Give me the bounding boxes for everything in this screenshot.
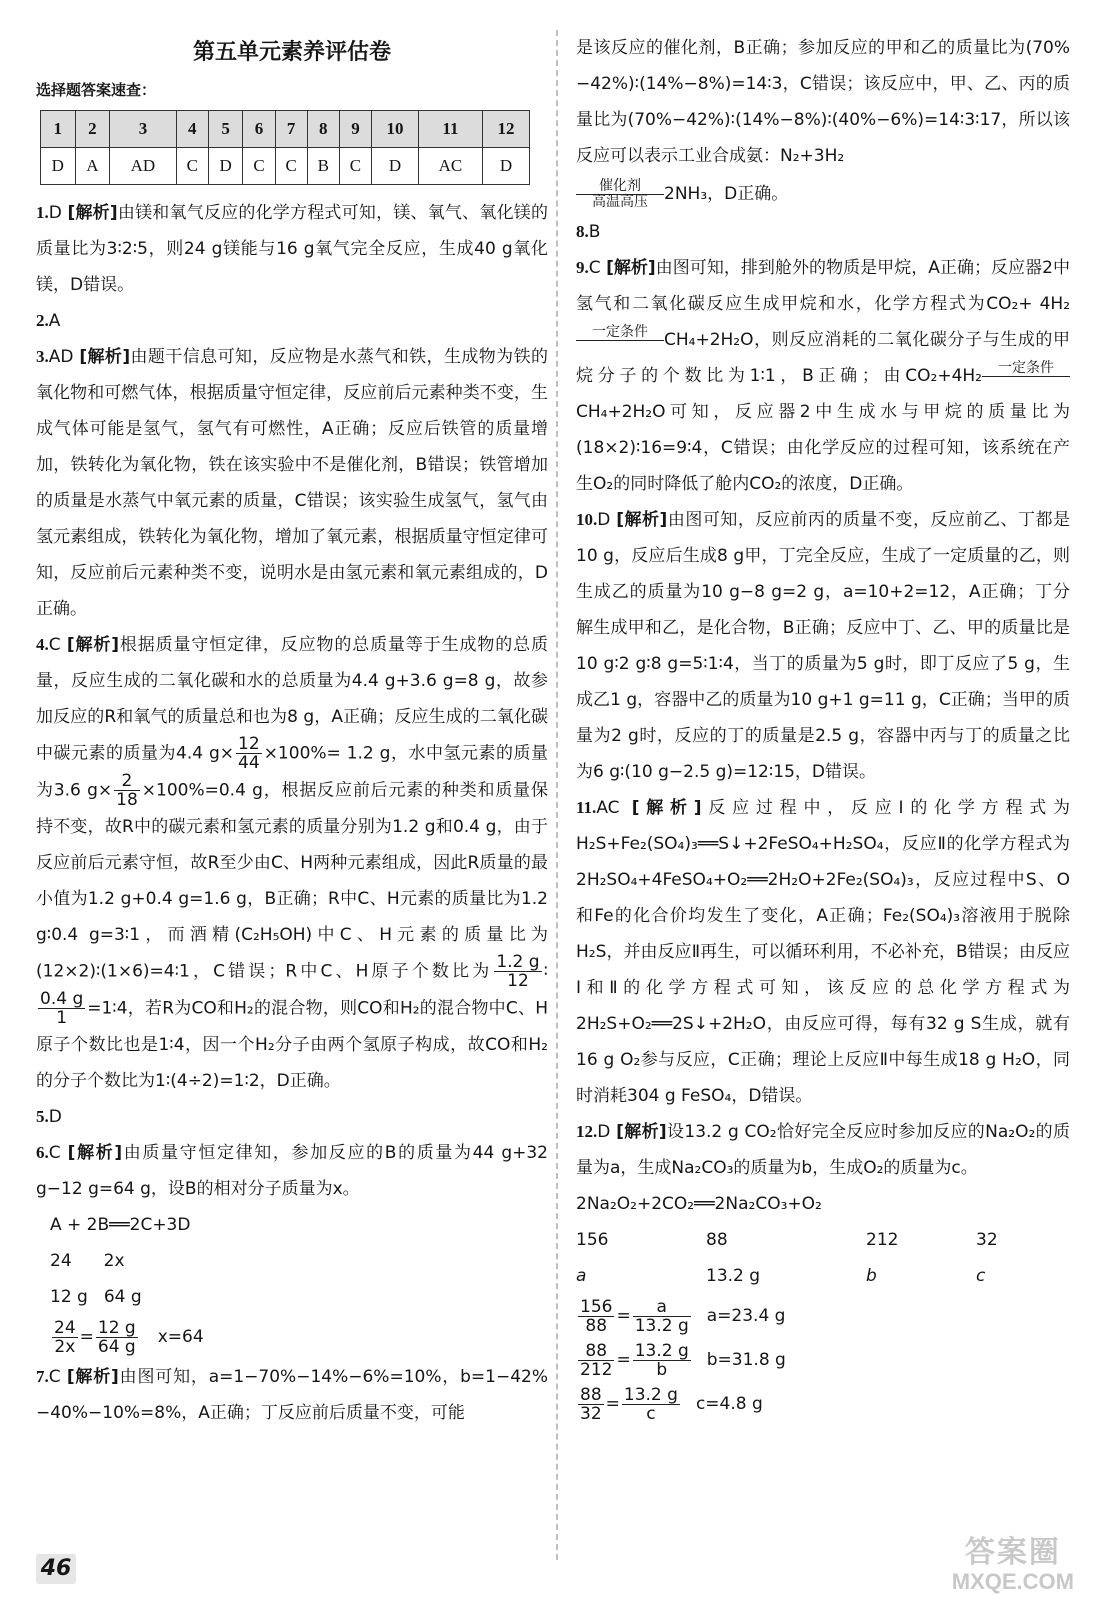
denominator: 64 g <box>97 1336 136 1357</box>
question-8 <box>576 214 1070 250</box>
numerator: 13.2 g <box>634 1340 689 1361</box>
analysis-tag: [解析] <box>616 510 668 530</box>
denominator: 32 <box>580 1403 602 1424</box>
analysis-text: 由图可知，反应前丙的质量不变，反应前乙、丁都是10 g，反应后生成8 g甲，丁完全反应，生成了一定质量的乙，则生成乙的质量为10 g−8 g=2 g，a=10+2=12，A正确；丁分解生成甲和乙，是化合物，B正确；反应中丁、乙、甲的质量比是10 g∶2 g∶8 g=5∶1∶4，当丁的质量为5 g时，即丁反应了5 g，生成乙1 g，容器中乙的质量为10 g+1 g=11 g，C正确；当甲的质量为2 g时，反应的丁的质量是2.5 g，容器中丙与丁的质量之比为6 g∶(10 g−2.5 g)=12∶15，D错误。 <box>576 510 1071 782</box>
page-title: 第五单元素养评估卷 <box>192 39 391 65</box>
answer-table-answer-cell: D <box>483 148 530 185</box>
result: x=64 <box>157 1327 204 1347</box>
relative-mass-value: 32 <box>976 1230 998 1250</box>
answer-table-number-cell: 5 <box>208 111 243 148</box>
answer-table-answer-cell: B <box>307 148 339 185</box>
numerator: 88 <box>580 1384 602 1405</box>
question-number: 7. <box>36 1367 49 1386</box>
denominator: 2x <box>54 1336 76 1357</box>
analysis-text: 1.2 g，水中氢元素的质量为3.6 g× <box>36 743 549 801</box>
result: c=4.8 g <box>695 1394 763 1414</box>
analysis-tag: [解析] <box>67 203 118 223</box>
proportion-line: $\frac{156}{88}$ = $\frac{a}{13.2 g}$ a=23.4 g <box>580 1296 786 1336</box>
question-6 <box>36 1135 548 1207</box>
watermark-url: MXQE.COM <box>951 1569 1074 1594</box>
answer-table-number-cell: 7 <box>275 111 307 148</box>
question-3 <box>36 339 548 627</box>
answer-table-answer-cell: C <box>243 148 275 185</box>
analysis-text: 是该反应的催化剂，B正确；参加反应的甲和乙的质量比为(70%−42%)∶(14%−8%)=14∶3，C错误；该反应中，甲、乙、丙的质量比为(70%−42%)∶(14%−8%)∶(40%−6%)=14∶3∶17，所以该反应可以表示工业合成氨：N₂+3H₂ <box>576 38 1070 166</box>
proportion-line: $\frac{88}{212}$ = $\frac{13.2 g}{b}$ b=31.8 g <box>580 1340 786 1380</box>
fraction <box>633 1342 691 1379</box>
fraction <box>38 990 85 1027</box>
question-7-continued <box>576 30 1070 174</box>
answer-table-number-cell: 1 <box>41 111 76 148</box>
analysis-text: 由图可知，a=1−70%−14%−6%=10%，b=1−42%−40%−10%=8%，A正确；丁反应前后质量不变，可能 <box>36 1367 548 1423</box>
answer-table-number-cell: 10 <box>372 111 419 148</box>
analysis-text: 由图可知，排到舱外的物质是甲烷，A正确；反应器2中氢气和二氧化碳反应生成甲烷和水，化学方程式为CO₂+ <box>576 258 1070 314</box>
numerator: 13.2 g <box>623 1384 678 1405</box>
answer-table-answer-cell: AC <box>418 148 482 185</box>
left-column <box>36 30 548 1431</box>
analysis-text: =1∶4，若R为CO和H₂的混合物，则CO和H₂的混合物中C、H原子个数比也是1∶4，因一个H₂分子由两个氢原子构成，故CO和H₂的分子个数比为1∶(4÷2)=1∶2，D正确。 <box>36 998 548 1091</box>
answer-table-number-cell: 11 <box>418 111 482 148</box>
analysis-text: 反应过程中，反应Ⅰ的化学方程式为H₂S+Fe₂(SO₄)₃══S↓+2FeSO₄+H₂SO₄，反应Ⅱ的化学方程式为2H₂SO₄+4FeSO₄+O₂══2H₂O+2Fe₂(SO₄)₃，反应过程中S、O和Fe的化合价均发生了变化，A正确；Fe₂(SO₄)₃溶液用于脱除H₂S，并由反应Ⅱ再生，可以循环利用，不必补充，B错误；由反应Ⅰ和Ⅱ的化学方程式可知，该反应的总化学方程式为2H₂S+O₂══2S↓+2H₂O，由反应可得，每有32 g S生成，就有16 g O₂参与反应，C正确；理论上反应Ⅱ中每生成18 g H₂O，同时消耗304 g FeSO₄，D错误。 <box>576 798 1071 1106</box>
analysis-text: (1×6)=4∶1，C错误；R中C、H原子个数比为 <box>100 961 493 982</box>
numerator: 1.2 g <box>496 952 540 972</box>
answer-table-answer-cell: A <box>75 148 110 185</box>
reaction-condition <box>982 361 1070 391</box>
fraction <box>578 1342 614 1379</box>
analysis-text: 由质量守恒定律知，参加反应的B的质量为44 g+32 g−12 g=64 g，设B的相对分子质量为x。 <box>36 1143 548 1199</box>
page-number: 46 <box>36 1554 76 1584</box>
question-number: 10. <box>576 510 598 529</box>
watermark-logo-text: 答案圈 <box>964 1536 1061 1569</box>
answer: D <box>597 510 611 530</box>
mass-variable: 13.2 g <box>706 1266 761 1286</box>
reaction-condition <box>576 179 664 209</box>
question-number: 2. <box>36 311 49 330</box>
question-7 <box>36 1359 548 1431</box>
answer: AD <box>48 347 74 367</box>
fraction <box>236 735 262 772</box>
analysis-text: 4H₂ <box>1039 294 1071 314</box>
relative-mass-row <box>576 1222 1070 1258</box>
analysis-text: ×100%=0.4 g，根据反应前后元素的种类和质量保持不变，故R中的碳元素和氢元素的质量分别为1.2 g和0.4 g，由于反应前后元素守恒，故R至少由C、H两种元素组成，因此R质量的最小值为1.2 g+0.4 g=1.6 g，B正确；R中C、H元素的质量比为1.2 g∶0.4 g=3∶1，而酒精(C₂H₅OH)中C、H元素的质量比为(12×2)∶ <box>36 780 548 982</box>
answer: A <box>48 311 61 331</box>
analysis-text: 由镁和氧气反应的化学方程式可知，镁、氧气、氧化镁的质量比为3∶2∶5，则24 g镁能与16 g氧气完全反应，生成40 g氧化镁，D错误。 <box>36 203 549 295</box>
numerator: 12 g <box>97 1317 136 1338</box>
answer: C <box>48 1143 61 1163</box>
column-divider <box>556 30 558 1560</box>
ratio-sign: ∶ <box>543 961 548 982</box>
question-number: 9. <box>576 258 589 277</box>
question-9 <box>576 250 1070 502</box>
quick-answer-label: 选择题答案速查： <box>36 81 157 99</box>
question-1 <box>36 195 548 303</box>
fraction <box>52 1319 78 1356</box>
mass-value: 24 <box>50 1251 72 1271</box>
answer-table-answer-cell: C <box>339 148 371 185</box>
mass-variable: a <box>576 1266 587 1286</box>
answer: B <box>588 222 601 242</box>
analysis-tag: [解析] <box>66 1367 119 1387</box>
denominator: 44 <box>238 753 260 773</box>
answer-table-number-cell: 6 <box>243 111 275 148</box>
answer-table-answer-cell: C <box>275 148 307 185</box>
answer-table <box>40 110 530 185</box>
mass-value: 2x <box>103 1251 125 1271</box>
question-number: 12. <box>576 1122 598 1141</box>
numerator: 12 <box>238 734 260 754</box>
question-2 <box>36 303 548 339</box>
answer-table-number-row <box>41 111 530 148</box>
answer: C <box>48 635 61 655</box>
numerator: 88 <box>578 1342 614 1361</box>
fraction <box>96 1319 138 1356</box>
answer-table-answer-cell: D <box>41 148 76 185</box>
fraction <box>633 1298 691 1335</box>
analysis-text: CH₄+2H₂O，则反应消耗的二氧化碳分子与生成的甲烷分子的个数比为1∶1，B正确；由CO₂+4H₂ <box>576 330 1070 386</box>
mass-variable-row <box>576 1258 1070 1294</box>
answer-table-answer-row <box>41 148 530 185</box>
analysis-tag: [解析] <box>67 1143 123 1163</box>
denominator: 12 <box>507 971 529 991</box>
question-5 <box>36 1099 548 1135</box>
answer-table-number-cell: 2 <box>75 111 110 148</box>
analysis-tag: [解析] <box>606 258 656 278</box>
relative-mass-value: 212 <box>866 1230 899 1250</box>
answer-table-number-cell: 12 <box>483 111 530 148</box>
question-number: 5. <box>36 1107 49 1126</box>
mass-value: 64 g <box>103 1287 142 1307</box>
equation-line: A + 2B══2C+3D <box>50 1215 191 1235</box>
right-column <box>576 30 1070 1426</box>
equation-line: 2Na₂O₂+2CO₂══2Na₂CO₃+O₂ <box>576 1194 822 1214</box>
denominator: 18 <box>116 790 138 810</box>
answer: D <box>48 1107 62 1127</box>
answer: C <box>48 1367 61 1387</box>
relative-mass-value: 156 <box>576 1230 609 1250</box>
answer: C <box>588 258 601 278</box>
fraction <box>578 1386 604 1423</box>
fraction <box>114 772 140 809</box>
question-11 <box>576 790 1070 1114</box>
fraction <box>622 1386 680 1423</box>
question-number: 8. <box>576 222 589 241</box>
watermark <box>952 1536 1074 1594</box>
denominator: c <box>646 1403 656 1424</box>
question-10 <box>576 502 1070 790</box>
analysis-tag: [解析] <box>66 635 120 655</box>
mass-variable: b <box>866 1266 877 1286</box>
question-number: 1. <box>36 203 49 222</box>
result: a=23.4 g <box>706 1306 786 1326</box>
result: b=31.8 g <box>706 1350 786 1370</box>
reaction-condition <box>576 325 664 355</box>
numerator: 156 <box>580 1296 613 1317</box>
answer-table-number-cell: 8 <box>307 111 339 148</box>
denominator: 1 <box>56 1008 68 1028</box>
condition-label: 一定条件 <box>576 325 664 341</box>
question-number: 3. <box>36 347 49 366</box>
proportion-line: $\frac{24}{2x}$ = $\frac{12 g}{64 g}$ x=64 <box>54 1317 204 1357</box>
analysis-tag: [解析] <box>616 1122 667 1142</box>
mass-value: 12 g <box>50 1287 88 1307</box>
analysis-text: 2NH₃，D正确。 <box>664 184 789 204</box>
analysis-text: 由题干信息可知，反应物是水蒸气和铁，生成物为铁的氧化物和可燃气体，根据质量守恒定律，反应前后元素种类不变，生成气体可能是氢气，氢气有可燃性，A正确；反应后铁管的质量增加，铁转化为氧化物，铁在该实验中不是催化剂，B错误；铁管增加的质量是水蒸气中氧元素的质量，C错误；该实验生成氢气，氢气由氢元素组成，铁转化为氧化物，增加了氧元素，根据质量守恒定律可知，反应前后元素种类不变，说明水是由氢元素和氧元素组成的，D正确。 <box>36 347 549 619</box>
answer-table-number-cell: 3 <box>110 111 177 148</box>
answer-table-answer-cell: C <box>176 148 208 185</box>
answer: D <box>597 1122 611 1142</box>
answer: D <box>48 203 62 223</box>
question-number: 6. <box>36 1143 49 1162</box>
numerator: 24 <box>54 1317 76 1338</box>
denominator: 88 <box>585 1315 608 1336</box>
reaction-condition-line <box>576 174 1070 214</box>
catalyst-label: 催化剂 <box>576 179 664 195</box>
numerator: 0.4 g <box>40 989 84 1009</box>
question-12 <box>576 1114 1070 1186</box>
question-number: 11. <box>576 798 597 817</box>
analysis-text: ×100%= <box>263 743 341 764</box>
denominator: b <box>656 1359 668 1380</box>
mass-variable: c <box>976 1266 986 1286</box>
calc-row <box>36 1279 548 1315</box>
fraction <box>578 1298 614 1335</box>
answer: AC <box>596 798 620 818</box>
calc-row <box>36 1243 548 1279</box>
condition-label: 一定条件 <box>982 361 1070 377</box>
proportion-line: $\frac{88}{32}$ = $\frac{13.2 g}{c}$ c=4.8 g <box>580 1384 763 1424</box>
analysis-tag: [解析] <box>631 798 702 818</box>
denominator: 13.2 g <box>634 1315 689 1336</box>
numerator: 2 <box>114 772 140 791</box>
answer-table-answer-cell: AD <box>110 148 177 185</box>
answer-table-answer-cell: D <box>372 148 419 185</box>
analysis-text: 根据质量守恒定律，反应物的总质量等于生成物的总质量，反应生成的二氧化碳和水的总质量为4.4 g+3.6 g=8 g，故参加反应的R和氧气的质量总和也为8 g，A正确；反应生成的二氧化碳中碳元素的质量为4.4 g× <box>36 635 548 764</box>
denominator: 212 <box>580 1359 613 1380</box>
answer-table-number-cell: 4 <box>176 111 208 148</box>
analysis-tag: [解析] <box>79 347 131 367</box>
analysis-text: CH₄+2H₂O可知，反应器2中生成水与甲烷的质量比为(18×2)∶16=9∶4，C错误；由化学反应的过程可知，该系统在产生O₂的同时降低了舱内CO₂的浓度，D正确。 <box>576 402 1070 494</box>
question-4 <box>36 627 548 1099</box>
relative-mass-value: 88 <box>706 1230 728 1250</box>
answer-table-number-cell: 9 <box>339 111 371 148</box>
fraction <box>494 953 541 990</box>
condition-label: 高温高压 <box>592 194 648 210</box>
analysis-text: 设13.2 g CO₂恰好完全反应时参加反应的Na₂O₂的质量为a，生成Na₂CO₃的质量为b，生成O₂的质量为c。 <box>576 1122 1070 1178</box>
question-number: 4. <box>36 635 49 654</box>
numerator: a <box>633 1298 691 1317</box>
answer-table-answer-cell: D <box>208 148 243 185</box>
